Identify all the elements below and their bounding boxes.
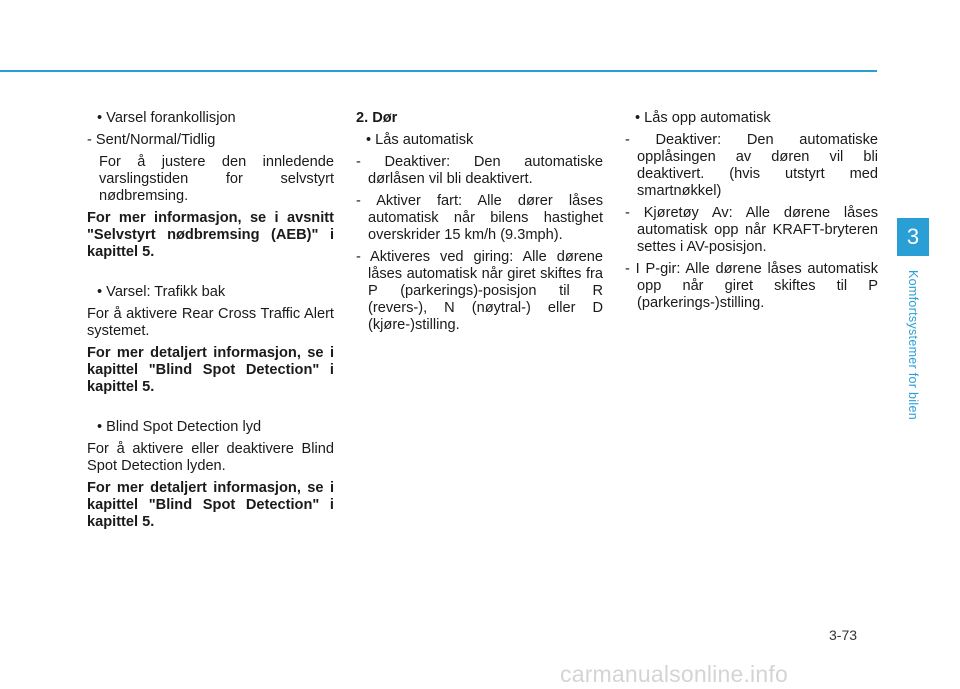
bullet-auto-lock: • Lås automatisk (366, 132, 474, 148)
section-heading-door: 2. Dør (356, 110, 398, 126)
option-lock-shift: - Aktiveres ved giring: Alle dørene låses automatisk når giret skiftes fra P (parkerings)-posisjon til R (revers-), N (nøytral-) eller D (kjøre-)stilling. (356, 249, 603, 333)
option-timing: - Sent/Normal/Tidlig (87, 132, 216, 148)
bullet-auto-unlock: • Lås opp automatisk (635, 110, 771, 126)
page-number: 3-73 (829, 627, 858, 643)
chapter-tab: 3 (897, 218, 929, 256)
chapter-label: Komfortsystemer for bilen (906, 270, 920, 420)
rear-traffic-description: For å aktivere Rear Cross Traffic Alert systemet. (87, 306, 334, 339)
column-middle (356, 110, 603, 339)
option-unlock-disable: - Deaktiver: Den automatiske opplåsingen av døren vil bli deaktivert. (hvis utstyrt med smartnøkkel) (625, 132, 878, 199)
bullet-bsd-sound: • Blind Spot Detection lyd (97, 419, 262, 435)
timing-description: For å justere den innledende varslingstiden for selvstyrt nødbremsing. (99, 154, 334, 204)
watermark: carmanualsonline.info (560, 661, 788, 687)
bullet-rear-traffic: • Varsel: Trafikk bak (97, 284, 226, 300)
option-unlock-vehicle-off: - Kjøretøy Av: Alle dørene låses automatisk opp når KRAFT-bryteren settes i AV-posisjon. (625, 205, 878, 255)
option-lock-speed: - Aktiver fart: Alle dører låses automatisk når bilens hastighet overskrider 15 km/h (9.3mph). (356, 193, 603, 243)
column-right (625, 110, 878, 317)
option-unlock-p-gear: - I P-gir: Alle dørene låses automatisk opp når giret skiftes til P (parkerings-)stilling. (625, 261, 878, 311)
bsd-reference-1: For mer detaljert informasjon, se i kapittel "Blind Spot Detection" i kapittel 5. (87, 345, 334, 395)
header-rule (0, 70, 877, 72)
bsd-reference-2: For mer detaljert informasjon, se i kapittel "Blind Spot Detection" i kapittel 5. (87, 480, 334, 530)
column-left (87, 110, 334, 536)
bsd-sound-description: For å aktivere eller deaktivere Blind Spot Detection lyden. (87, 441, 334, 474)
bullet-collision-warning: • Varsel forankollisjon (97, 110, 236, 126)
aeb-reference: For mer informasjon, se i avsnitt "Selvstyrt nødbremsing (AEB)" i kapittel 5. (87, 210, 334, 260)
option-lock-disable: - Deaktiver: Den automatiske dørlåsen vil bli deaktivert. (356, 154, 603, 187)
